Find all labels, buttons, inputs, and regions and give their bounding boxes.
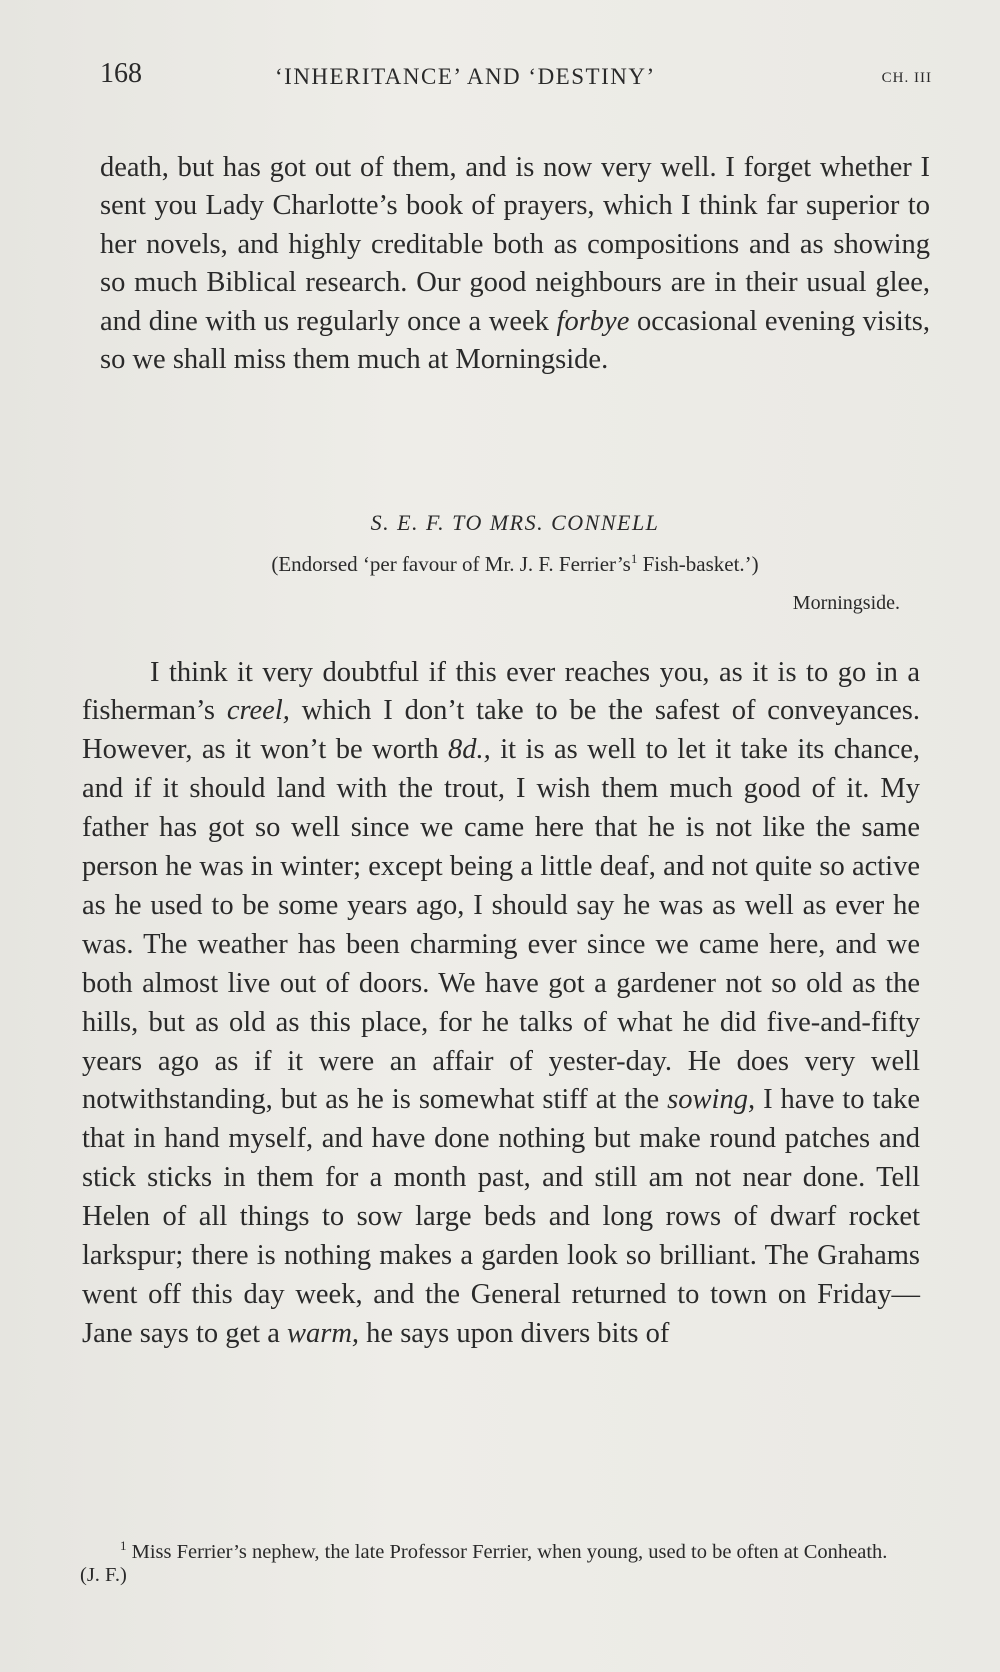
footnote-text: Miss Ferrier’s nephew, the late Professor Ferrier, when young, used to be often at Conheath. (J. F.) [80, 1540, 888, 1586]
body-text: it is as well to let it take its chance, and if it should land with the trout, I wish them much good of it. My father has got so well since we came here that he is not like the same person he was in winter; except being a little deaf, and not quite so active as he used to be some years ago, I should say he was as well as ever he was. The weather has been charming ever since we came here, and we both almost live out of doors. We have got a gardener not so old as the hills, but as old as this place, for he talks of what he did five-and-fifty years ago as if it were an affair of yester-day. He does very well notwithstanding, but as he is somewhat stiff at the [82, 734, 920, 1116]
endorsement-text: Fish-basket.’) [637, 552, 759, 576]
page-number: 168 [100, 58, 142, 89]
endorsement-text: (Endorsed ‘per favour of Mr. J. F. Ferrier’s [271, 552, 631, 576]
running-head [100, 58, 932, 98]
running-title: ‘INHERITANCE’ AND ‘DESTINY’ [275, 64, 656, 89]
body-text: I have to take that in hand myself, and have done nothing but make round patches and stick sticks in them for a month past, and still am not near done. Tell Helen of all things to sow large beds and long rows of dwarf rocket larkspur; there is nothing makes a garden look so brilliant. The Grahams went off this day week, and the General returned to town on Friday—Jane says to get a [82, 1084, 920, 1349]
letter-place: Morningside. [792, 592, 900, 614]
letter-heading: S. E. F. TO MRS. CONNELL [370, 510, 660, 535]
paragraph-text: death, but has got out of them, and is now very well. I forget whether I sent you Lady Charlotte’s book of prayers, which I think far superior to her novels, and highly creditable both as compositions and as showing so much Biblical research. Our good neighbours are in their usual glee, and dine with us regularly once a week [100, 151, 930, 337]
italic-word: forbye [556, 305, 630, 337]
italic-word: warm, [286, 1317, 360, 1349]
paragraph-text: occasional evening visits, so we shall miss them much at Morningside. [100, 305, 930, 376]
italic-word: creel, [226, 695, 290, 727]
body-text: I think it very doubtful if this ever reaches you, as it is to go in a fisherman’s [82, 656, 920, 727]
italic-word: 8d., [448, 734, 491, 766]
italic-word: sowing, [667, 1084, 756, 1116]
footnote-reference: 1 [630, 551, 638, 566]
letter-body [82, 654, 920, 1354]
letter-endorsement [100, 552, 930, 577]
body-text: he says upon divers bits of [359, 1317, 670, 1349]
footnote-number: 1 [120, 1537, 127, 1553]
footnote [80, 1537, 910, 1587]
paragraph-continued [100, 149, 930, 381]
chapter-label: CH. III [881, 70, 932, 86]
body-text: which I don’t take to be the safest of conveyances. However, as it won’t be worth [82, 695, 921, 766]
